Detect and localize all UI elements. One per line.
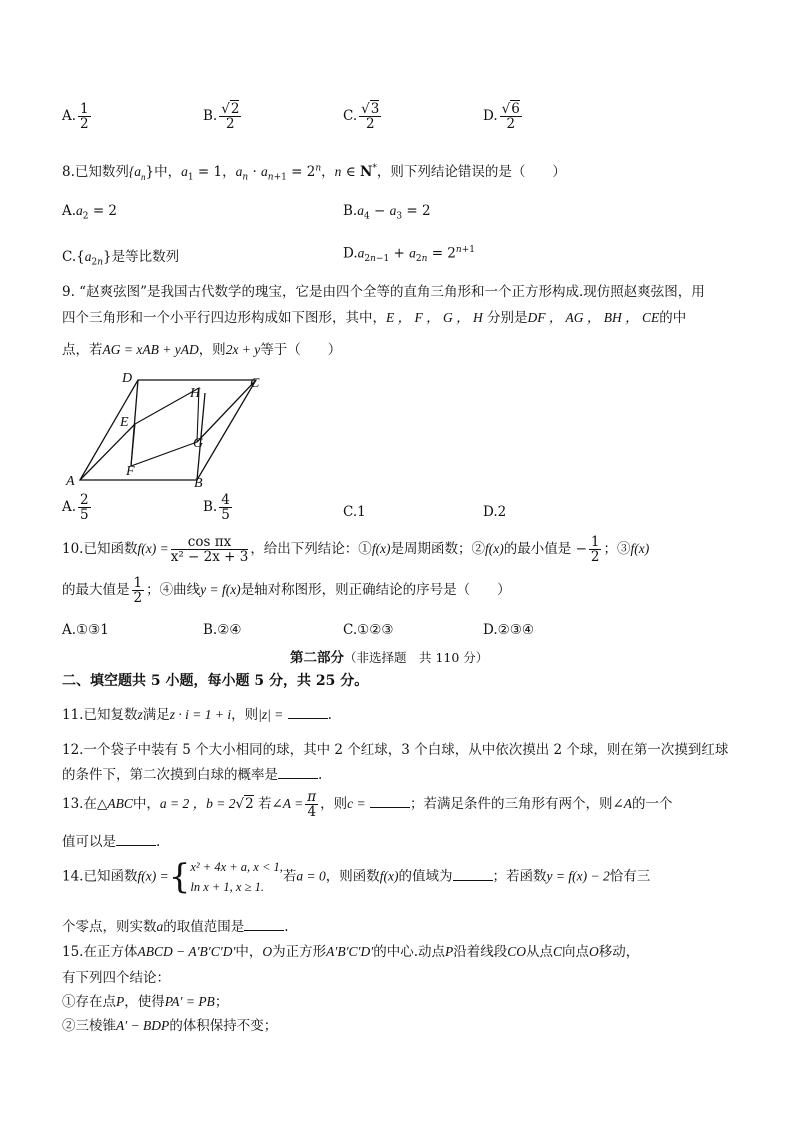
q13-line2: 值可以是 . — [62, 834, 161, 850]
q15-conclusion-1: ①存在点P，使得PA′ = PB； — [62, 994, 229, 1010]
q8-option-c: $C.\{a_{2n}\}$是等比数列 — [62, 249, 180, 268]
q8-option-b: $B.a_4 - a_3 = 2$ — [343, 203, 431, 222]
option-label: D. — [483, 108, 498, 125]
label-g: G — [193, 436, 204, 451]
answer-blank[interactable] — [278, 766, 318, 779]
q7-option-b: B. $\frac{√2}{2}$ — [203, 101, 240, 133]
answer-blank[interactable] — [453, 868, 493, 881]
q9-line2: 四个三角形和一个小平行四边形构成如下图形，其中，E ， F ， G ， H 分别是DF ， AG ， BH ， CE的中 — [62, 310, 687, 326]
q10-line2: 的最大值是 $\frac{1}{2}$ ；④曲线y = f(x)是轴对称图形，则正确结论的序号是（ ） — [62, 575, 511, 607]
label-f: F — [126, 464, 135, 479]
label-e: E — [120, 415, 129, 430]
part2-title: 第二部分 — [290, 650, 344, 666]
outer-parallelogram — [80, 380, 256, 480]
q10-line1: 10.已知函数f(x) = $\frac{\text{cos πx}}{\text{x² − 2x + 3}}$ ，给出下列结论：①f(x)是周期函数；②f(x)的最小值是 − $\frac{1}{2}$ ；③f(x) — [62, 534, 650, 566]
parallelogram-figure — [60, 365, 270, 490]
answer-blank[interactable] — [116, 833, 156, 846]
q8-stem: 8.已知数列$\{a_n\}$中，$a_1 = 1$，$a_n \cdot a_{n+1} = 2^n$，n ∈ N*，则下列结论错误的是（ ） — [62, 163, 566, 183]
label-c: C — [250, 376, 260, 391]
q15-line2: 有下列四个结论： — [62, 970, 170, 986]
q7-option-c: C. $\frac{√3}{2}$ — [343, 101, 380, 133]
q8-option-d: $D.a_{2n-1} + a_{2n} = 2^{n+1}$ — [343, 245, 475, 265]
q9-option-a: A. $\frac{2}{5}$ — [62, 492, 89, 524]
q12-line2: 的条件下，第二次摸到白球的概率是 . — [62, 767, 323, 783]
part2-header — [290, 646, 488, 666]
label-h: H — [190, 386, 201, 401]
q10-option-a: A.①③1 — [62, 622, 109, 638]
q10-option-c: C.①②③ — [343, 622, 394, 638]
label-b: B — [194, 476, 203, 490]
q9-line1: 9. “赵爽弦图”是我国古代数学的瑰宝，它是由四个全等的直角三角形和一个正方形构成.现仿照赵爽弦图，用 — [62, 284, 705, 300]
q13-line1: 13.在△ABC中，a = 2 ，b = 2√2 若∠A = $\frac{\pi}{4}$ ，则c = ；若满足条件的三角形有两个，则∠A的一个 — [62, 789, 673, 821]
q14-line1: 14.已知函数f(x) ={x² + 4x + a, x < 1, ln x + 1, x ≥ 1.若a = 0，则函数f(x)的值域为 ；若函数y = f(x) − 2恰有三 — [62, 857, 651, 897]
answer-blank[interactable] — [244, 918, 284, 931]
q7-option-a: A. $\frac{1}{2}$ — [62, 101, 89, 133]
q8-option-a: $A.a_2 = 2$ — [62, 203, 118, 222]
q7-option-d: D. $\frac{√6}{2}$ — [483, 101, 520, 133]
label-d: D — [122, 371, 133, 386]
part2-subtitle: （非选择题 共 110 分） — [344, 650, 489, 665]
label-a: A — [66, 474, 75, 489]
q11: 11.已知复数z满足z · i = 1 + i，则|z| = . — [62, 707, 332, 723]
q9-option-c: C.1 — [343, 504, 366, 520]
q10-option-b: B.②④ — [203, 622, 242, 638]
option-label: B. — [203, 108, 218, 125]
answer-blank[interactable] — [288, 706, 328, 719]
q9-line3: 点，若AG = xAB + yAD，则2x + y等于（ ） — [62, 342, 342, 358]
q9-option-d: D.2 — [483, 504, 507, 520]
option-label: C. — [343, 108, 358, 125]
option-label: A. — [62, 108, 77, 125]
inner-parallelogram — [131, 388, 199, 466]
q10-option-d: D.②③④ — [483, 622, 534, 638]
answer-blank[interactable] — [370, 795, 410, 808]
segment-cg — [197, 380, 256, 442]
q9-option-b: B. $\frac{4}{5}$ — [203, 492, 230, 524]
section2-heading: 二、填空题共 5 小题，每小题 5 分，共 25 分。 — [62, 673, 369, 689]
q12-line1: 12.一个袋子中装有 5 个大小相同的球，其中 2 个红球，3 个白球，从中依次摸出 2 个球，则在第一次摸到红球 — [62, 742, 729, 758]
brace-icon: { — [168, 857, 191, 897]
q15-line1: 15.在正方体ABCD − A′B′C′D′中，O为正方形A′B′C′D′的中心.动点P沿着线段CO从点C向点O移动， — [62, 944, 640, 960]
q14-line2: 个零点，则实数a的取值范围是 . — [62, 919, 289, 935]
q15-conclusion-2: ②三棱锥A′ − BDP的体积保持不变； — [62, 1018, 278, 1034]
